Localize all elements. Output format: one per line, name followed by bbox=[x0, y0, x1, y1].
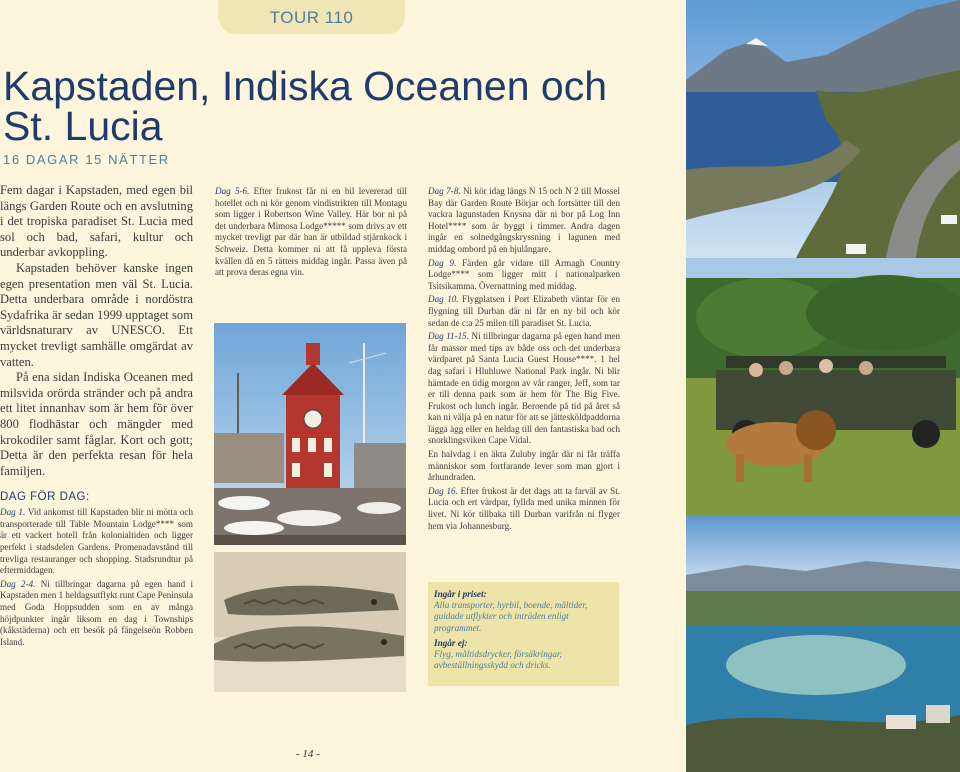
itinerary-day bbox=[428, 331, 620, 447]
tour-label: TOUR 110 bbox=[218, 0, 405, 34]
itinerary-day bbox=[0, 579, 193, 649]
day-label: Dag 11-15. bbox=[428, 331, 470, 342]
itinerary-day bbox=[215, 186, 407, 279]
page-subtitle: 16 DAGAR 15 NÄTTER bbox=[3, 152, 170, 167]
day-text: Färden går vidare till Armagh Country Lodge**** som ligger mitt i nationalparken Tsitsikamma. Övernattning med middag. bbox=[428, 257, 621, 291]
page-title: Kapstaden, Indiska Oceanen och St. Lucia bbox=[3, 63, 608, 149]
day-label: Dag 7-8. bbox=[428, 186, 461, 196]
excluded-text: Flyg, måltidsdrycker, försäkringar, avbeställningsskydd och dricks. bbox=[434, 649, 562, 671]
day-text: Ni tillbringar dagarna på egen hand i Kapstaden men 1 heldagsutflykt runt Cape Peninsula med Goda Hoppsudden som en av många höjdpunkter ingår liksom en dag i Townships (kåkstäderna) och ett besök på fängelseön Robben Island. bbox=[0, 578, 193, 647]
safari-lion-photo bbox=[686, 258, 960, 515]
day-text: Vid ankomst till Kapstaden blir ni mötta och transporterade till Table Mountain Lodge**** som är ett vackert hotell från kolonialtiden och ligger perfekt i stadsdelen Gardens. Promenadavstånd till trevliga restauranger och shopping. Stadsrundtur på eftermiddagen. bbox=[0, 507, 193, 576]
clock-tower-photo bbox=[214, 323, 406, 545]
day-text: Ni tillbringar dagarna på egen hand men får massor med tips av både oss och det underbara värdparet på Santa Lucia Guest House****. 1 hel dag safari i Hluhluwe National Park ingår. Ni blir hämtade en tidig morgon av vår ranger, Jeff, som tar er till denna park som är hem för The Big Five. Frukost och lunch ingår. Beroende på tid på året så kan ni välja på en natur för att se jättesköldpaddorna lägga ägg eller en heldag till den fantastiska bad och snorklingsviken Cape Vidal. bbox=[428, 331, 621, 446]
itinerary-day bbox=[428, 486, 620, 532]
coastal-road-photo bbox=[686, 0, 960, 258]
day-text: Ni kör idag längs N 15 och N 2 till Mossel Bay där Garden Route Börjar och fortsätter till den vackra lagunstaden Knysna där ni bor på Log Inn Hotel**** som är byggt i timmer. Andra dagen ingår en solnedgångskryssning i lagunen med middag ombord på en hjulångare. bbox=[428, 186, 620, 254]
day-text: Efter frukost får ni en bil levererad till hotellet och ni kör genom vindistrikten till Montagu som ligger i Robertson Wine Valley. Här bor ni på det underbara Mimosa Lodge***** som drivs av ett mycket trevligt par där han är utbildad stjärnkock i Schweiz. Detta kommer ni att få uppleva första kvällen då en 5 rätters middag ingår. Passa även på att prova deras egna vin. bbox=[215, 186, 407, 278]
day-text: Flygplatsen i Port Elizabeth väntar för en flygning till Durban där ni får en ny bil och kör sedan de c:a 25 milen till paradiset St. Lucia. bbox=[428, 294, 620, 328]
day-by-day-heading: DAG FÖR DAG: bbox=[0, 491, 90, 504]
included-text: Alla transporter, hyrbil, boende, måltider, guidade utflykter och inträden enligt programmet. bbox=[434, 600, 588, 633]
included-heading: Ingår i priset: bbox=[434, 589, 487, 599]
day-label: Dag 1. bbox=[0, 507, 26, 518]
column-3 bbox=[428, 186, 620, 534]
lagoon-photo bbox=[686, 515, 960, 772]
itinerary-col2 bbox=[215, 186, 407, 279]
column-1 bbox=[0, 183, 193, 650]
itinerary-day bbox=[0, 507, 193, 577]
itinerary-col1 bbox=[0, 507, 193, 648]
page-number: - 14 - bbox=[296, 748, 320, 760]
day-label: Dag 2-4. bbox=[0, 578, 36, 589]
day-text: En halvdag i en äkta Zuluby ingår där ni får träffa människor som fortfarande lever som man gjort i århundraden. bbox=[428, 449, 620, 483]
crocodiles-photo bbox=[214, 552, 406, 692]
intro-paragraph: På ena sidan Indiska Oceanen med milsvida orörda stränder och på andra ett litet innanhav som är hem för över 800 flodhästar och mängder med krokodiler samt fåglar. Kort och gott; Detta är den perfekta resan för hela familjen. bbox=[0, 370, 193, 478]
itinerary-col3 bbox=[428, 186, 620, 532]
price-info-box bbox=[428, 582, 619, 686]
day-label: Dag 16. bbox=[428, 485, 458, 496]
day-label: Dag 9. bbox=[428, 257, 457, 268]
itinerary-day bbox=[428, 186, 620, 256]
itinerary-day bbox=[428, 294, 620, 329]
day-text: Efter frukost är det dags att ta farväl av St. Lucia och ert värdpar, fyllda med unika minnen för livet. Ni kör tillbaka till Durban varifrån ni flyger hem via Johannesburg. bbox=[428, 485, 620, 531]
column-2 bbox=[215, 186, 407, 281]
itinerary-day bbox=[428, 258, 620, 293]
day-label: Dag 10. bbox=[428, 294, 459, 305]
intro-paragraph: Kapstaden behöver kanske ingen egen presentation men väl St. Lucia. Detta underbara område i nordöstra Sydafrika är sedan 1999 upptaget som världsnaturarv av UNESCO. Ett mycket trevligt samhälle omgärdat av vatten. bbox=[0, 260, 193, 369]
excluded-heading: Ingår ej: bbox=[434, 637, 468, 648]
day-label: Dag 5-6. bbox=[215, 186, 250, 196]
intro-text bbox=[0, 183, 193, 479]
itinerary-day bbox=[428, 449, 620, 484]
intro-paragraph: Fem dagar i Kapstaden, med egen bil längs Garden Route och en avslutning i det tropiska paradiset St. Lucia med sol och bad, safari, kultur och underbar avkoppling. bbox=[0, 183, 193, 260]
